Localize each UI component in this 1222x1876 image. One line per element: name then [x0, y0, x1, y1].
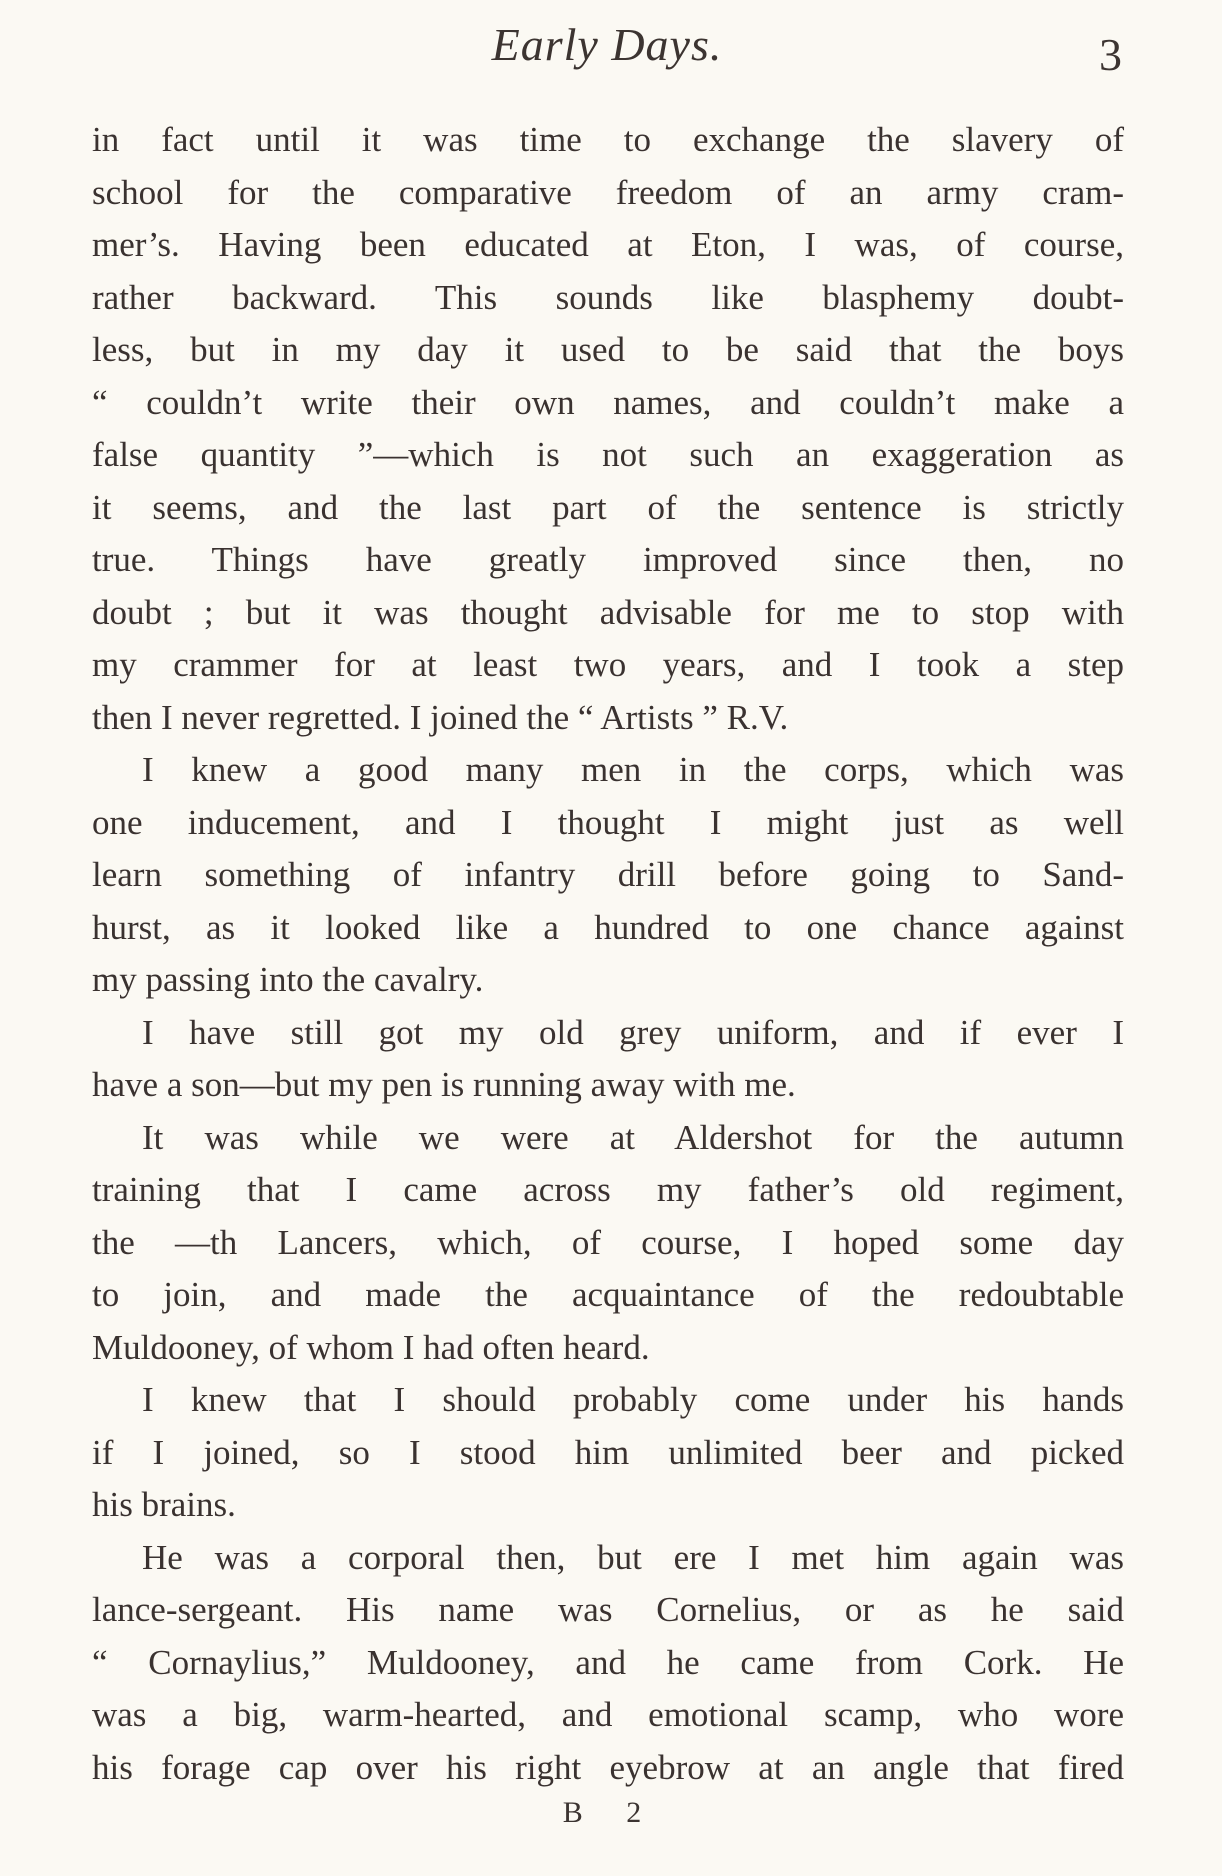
paragraph-first-line: He was a corporal then, but ere I met him again was — [142, 1537, 1124, 1577]
text-line: Muldooney, of whom I had often heard. — [92, 1327, 650, 1367]
text-line: my passing into the cavalry. — [92, 960, 484, 999]
text-line: was a big, warm-hearted, and emotional scamp, who wore — [92, 1695, 1124, 1734]
paragraph-first-line: I knew a good many men in the corps, which was — [142, 750, 1124, 789]
text-line: false quantity ”—which is not such an exaggeration as — [92, 435, 1124, 474]
text-line: in fact until it was time to exchange the slavery of — [92, 120, 1124, 159]
text-line: his forage cap over his right eyebrow at an angle that fired — [92, 1747, 1124, 1787]
text-line: it seems, and the last part of the sentence is strictly — [92, 487, 1124, 527]
text-line: my crammer for at least two years, and I took a step — [92, 645, 1124, 684]
text-line: doubt ; but it was thought advisable for me to stop with — [92, 592, 1124, 632]
text-line: learn something of infantry drill before going to Sand- — [92, 855, 1124, 894]
text-line: training that I came across my father’s old regiment, — [92, 1170, 1124, 1209]
body-text — [92, 114, 1124, 1794]
text-line: less, but in my day it used to be said that the boys — [92, 330, 1124, 369]
text-line: rather backward. This sounds like blasphemy doubt- — [92, 277, 1124, 317]
text-line: lance-sergeant. His name was Cornelius, or as he said — [92, 1590, 1124, 1629]
text-line: school for the comparative freedom of an army cram- — [92, 172, 1124, 212]
text-line: have a son—but my pen is running away with me. — [92, 1065, 796, 1104]
running-head — [92, 18, 1122, 88]
text-line: hurst, as it looked like a hundred to one chance against — [92, 907, 1124, 947]
paragraph-first-line: It was while we were at Aldershot for the autumn — [142, 1117, 1124, 1157]
text-line: “ Cornaylius,” Muldooney, and he came from Cork. He — [92, 1642, 1124, 1682]
signature-mark: B 2 — [562, 1796, 660, 1829]
text-line: to join, and made the acquaintance of the redoubtable — [92, 1275, 1124, 1314]
text-line: one inducement, and I thought I might just as well — [92, 802, 1124, 842]
running-title: Early Days. — [491, 19, 723, 70]
text-line: his brains. — [92, 1485, 236, 1524]
text-line: true. Things have greatly improved since then, no — [92, 540, 1124, 579]
text-line: mer’s. Having been educated at Eton, I was, of course, — [92, 225, 1124, 264]
text-line: then I never regretted. I joined the “ Artists ” R.V. — [92, 697, 789, 737]
paragraph-first-line: I knew that I should probably come under his hands — [142, 1380, 1124, 1419]
text-line: if I joined, so I stood him unlimited beer and picked — [92, 1432, 1124, 1472]
paragraph-first-line: I have still got my old grey uniform, and if ever I — [142, 1012, 1124, 1052]
text-line: the —th Lancers, which, of course, I hoped some day — [92, 1222, 1124, 1262]
page-number: 3 — [1099, 29, 1122, 80]
text-line: “ couldn’t write their own names, and couldn’t make a — [92, 382, 1124, 422]
